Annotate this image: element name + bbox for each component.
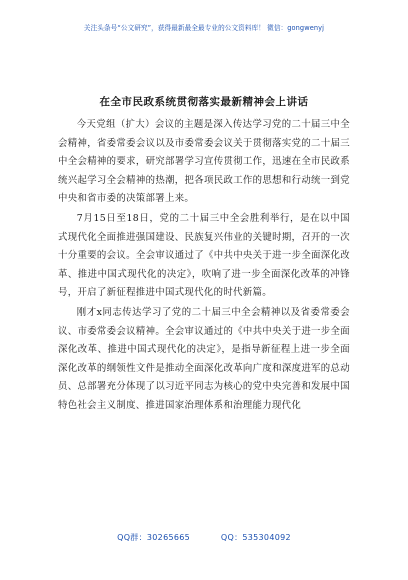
- document-body: [58, 116, 350, 417]
- paragraph-2: 7月15日至18日，党的二十届三中全会胜利举行，是在以中国式现代化全面推进强国建设、民族复兴伟业的关键时期，召开的一次十分重要的会议。全会审议通过了《中共中央关于进一步全面深化改革、推进中国式现代化的决定》，吹响了进一步全面深化改革的冲锋号，开启了新征程推进中国式现代化的时代新篇。: [58, 212, 350, 299]
- document-title: 在全市民政系统贯彻落实最新精神会上讲话: [99, 96, 309, 108]
- footer-qq-group: QQ群：30265665: [117, 533, 191, 542]
- header-banner: 关注头条号“公文研究”，获得最新最全最专业的公文资料库！ 微信：gongwenyj: [83, 24, 325, 32]
- paragraph-3: 刚才x同志传达学习了党的二十届三中全会精神以及省委常委会议、市委常委会议精神。全会审议通过的《中共中央关于进一步全面深化改革、推进中国式现代化的决定》，是指导新征程上进一步全面深化改革的纲领性文件是推动全面深化改革向广度和深度进军的总动员、总部署充分体现了以习近平同志为核心的党中央完善和发展中国特色社会主义制度、推进国家治理体系和治理能力现代化: [58, 306, 350, 411]
- footer-qq: QQ：535304092: [220, 533, 291, 542]
- footer-contact: [0, 532, 408, 543]
- paragraph-1: 今天党组（扩大）会议的主题是深入传达学习党的二十届三中全会精神，省委常委会议以及市委常委会议关于贯彻落实党的二十届三中全会精神的要求，研究部署学习宣传贯彻工作，迅速在全市民政系统兴起学习全会精神的热潮，把各项民政工作的思想和行动统一到党中央和省市委的决策部署上来。: [58, 119, 350, 205]
